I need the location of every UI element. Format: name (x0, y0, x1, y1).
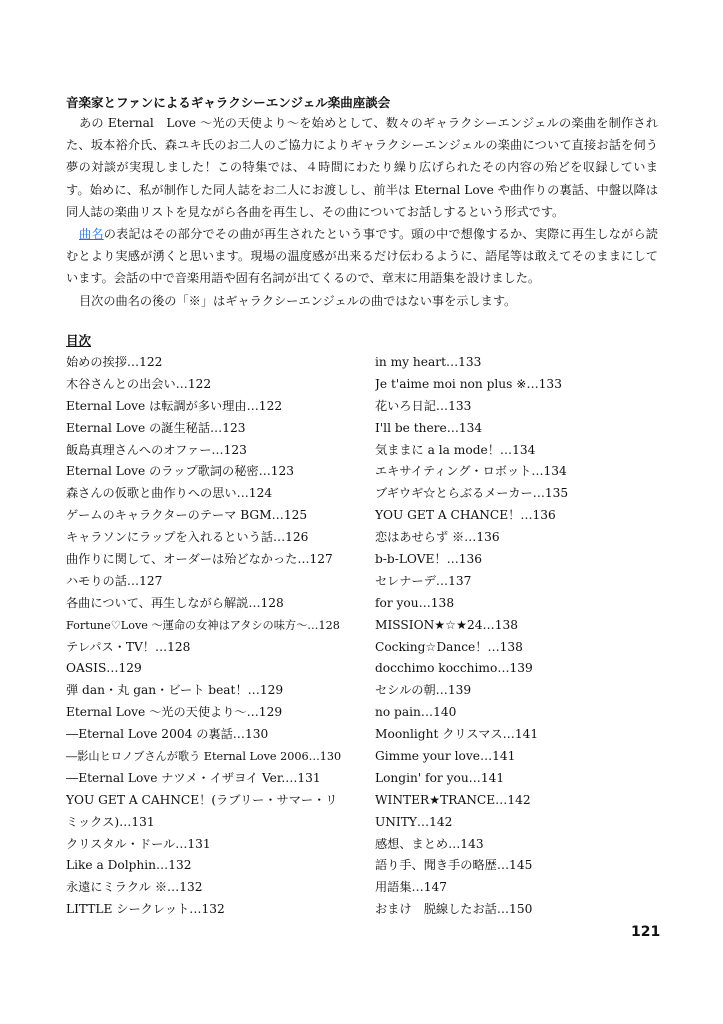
toc-entry: 気ままに a la mode！…134 (375, 442, 536, 457)
toc-heading: 目次 (66, 333, 92, 348)
toc-entry: クリスタル・ドール…131 (66, 836, 211, 851)
page-number: 121 (631, 924, 661, 940)
toc-left-column (66, 352, 376, 921)
toc-entry: Moonlight クリスマス…141 (375, 727, 539, 742)
intro-text (66, 112, 658, 312)
toc-entry: ―Eternal Love 2004 の裏話…130 (66, 727, 269, 742)
intro-paragraph-3: 目次の曲名の後の「※」はギャラクシーエンジェルの曲ではない事を示します。 (79, 293, 517, 308)
toc-entry: 語り手、聞き手の略歴…145 (375, 858, 533, 873)
toc-entry: Eternal Love のラップ歌詞の秘密…123 (66, 464, 295, 479)
article-title: 音楽家とファンによるギャラクシーエンジェル楽曲座談会 (66, 95, 391, 110)
toc-entry: 木谷さんとの出会い…122 (66, 376, 212, 391)
toc-entry: Cocking☆Dance！…138 (375, 639, 523, 654)
toc-right-column (375, 352, 665, 921)
toc-entry: 感想、まとめ…143 (375, 836, 484, 851)
toc-entry: Gimme your love…141 (375, 749, 516, 764)
toc-entry: in my heart…133 (375, 355, 482, 369)
toc-entry: docchimo kocchimo…139 (375, 661, 533, 676)
toc-entry: ハモりの話…127 (66, 573, 163, 588)
toc-entry: MISSION★☆★24…138 (375, 617, 518, 632)
toc-entry: ゲームのキャラクターのテーマ BGM…125 (66, 508, 308, 523)
toc-entry: セレナーデ…137 (375, 573, 472, 588)
toc-entry: Eternal Love の誕生秘話…123 (66, 420, 246, 435)
toc-entry: 曲作りに関して、オーダーは殆どなかった…127 (66, 552, 333, 567)
toc-entry: エキサイティング・ロボット…134 (375, 464, 567, 479)
intro-paragraph-2 (66, 223, 658, 290)
toc-entry: 各曲について、再生しながら解説…128 (66, 595, 284, 610)
toc-entry: Eternal Love ～光の天使より～…129 (66, 705, 283, 720)
toc-entry: WINTER★TRANCE…142 (375, 792, 531, 807)
toc-entry: Fortune♡Love ～運命の女神はアタシの味方～…128 (66, 618, 340, 632)
toc-entry: テレパス・TV！…128 (66, 639, 191, 654)
toc-entry: Longin' for you…141 (375, 770, 505, 785)
toc-entry: Like a Dolphin…132 (66, 858, 192, 873)
toc-entry: セシルの朝…139 (375, 683, 472, 698)
toc-entry: no pain…140 (375, 705, 457, 720)
toc-entry: YOU GET A CHANCE！…136 (375, 508, 556, 523)
toc-entry: 始めの挨拶…122 (66, 355, 163, 369)
toc-entry: OASIS…129 (66, 661, 142, 676)
toc-entry: 恋はあせらず ※…136 (375, 530, 500, 545)
song-title-link[interactable]: 曲名 (79, 227, 104, 242)
toc-entry: LITTLE シークレット…132 (66, 902, 225, 917)
toc-entry: ―Eternal Love ナツメ・イザヨイ Ver.…131 (66, 770, 321, 785)
toc-entry: 弾 dan・丸 gan・ビート beat！…129 (66, 683, 284, 698)
intro-paragraph-2-text: の表記はその部分でその曲が再生されたという事です。頭の中で想像するか、実際に再生しながら読むとより実感が湧くと思います。現場の温度感が出来るだけ伝わるように、語尾等は敢えてそのままにしています。会話の中で音楽用語や固有名詞が出てくるので、章末に用語集を設けました。 (66, 227, 658, 286)
toc-entry: 森さんの仮歌と曲作りへの思い…124 (66, 486, 273, 501)
toc-entry: b-b-LOVE！…136 (375, 552, 483, 567)
toc-entry: Je t'aime moi non plus ※…133 (375, 376, 562, 391)
toc-entry: キャラソンにラップを入れるという話…126 (66, 530, 309, 545)
toc-entry: ―影山ヒロノブさんが歌う Eternal Love 2006…130 (66, 750, 342, 764)
intro-paragraph-1: あの Eternal Love ～光の天使より～を始めとして、数々のギャラクシーエンジェルの楽曲を制作された、坂本裕介氏、森ユキ氏のお二人のご協力によりギャラクシーエンジェルの楽曲について直接お話を伺う夢の対談が実現しました！この特集では、４時間にわたり繰り広げられたその内容の殆どを収録しています。始めに、私が制作した同人誌をお二人にお渡しし、前半は Eternal Love や曲作りの裏話、中盤以降は同人誌の楽曲リストを見ながら各曲を再生し、その曲についてお話しするという形式です。 (66, 116, 658, 219)
toc-entry: Eternal Love は転調が多い理由…122 (66, 398, 283, 413)
toc-entry: 花いろ日記…133 (375, 398, 472, 413)
toc-entry: 用語集…147 (375, 880, 448, 895)
toc-entry: 飯島真理さんへのオファー…123 (66, 442, 247, 457)
toc-entry: UNITY…142 (375, 814, 453, 829)
toc-entry: I'll be there…134 (375, 420, 483, 435)
toc-entry: ミックス)…131 (66, 814, 155, 829)
toc-entry: ブギウギ☆とらぶるメーカー…135 (375, 486, 569, 501)
toc-entry: YOU GET A CAHNCE！(ラブリー・サマー・リ (66, 792, 338, 807)
toc-entry: 永遠にミラクル ※…132 (66, 880, 203, 895)
toc-entry: for you…138 (375, 595, 455, 610)
toc-entry: おまけ 脱線したお話…150 (375, 902, 533, 917)
